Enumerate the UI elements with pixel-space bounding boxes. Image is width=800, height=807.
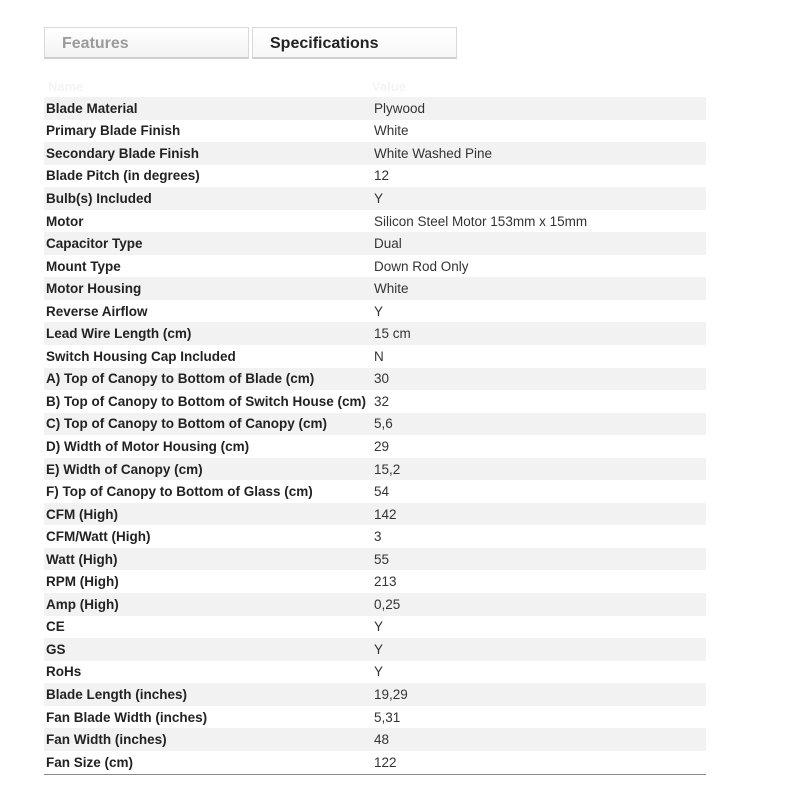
table-row <box>44 458 706 481</box>
spec-value: Y <box>372 187 706 210</box>
spec-value: Plywood <box>372 97 706 120</box>
table-row <box>44 300 706 323</box>
spec-name: C) Top of Canopy to Bottom of Canopy (cm) <box>44 413 372 436</box>
spec-value: Y <box>372 638 706 661</box>
spec-name: Capacitor Type <box>44 232 372 255</box>
spec-name: Switch Housing Cap Included <box>44 345 372 368</box>
spec-name: A) Top of Canopy to Bottom of Blade (cm) <box>44 368 372 391</box>
table-row <box>44 638 706 661</box>
spec-value: 5,6 <box>372 413 706 436</box>
table-row <box>44 683 706 706</box>
spec-value: 15 cm <box>372 322 706 345</box>
table-row <box>44 570 706 593</box>
table-header <box>44 75 706 97</box>
spec-value: 12 <box>372 165 706 188</box>
spec-value: 55 <box>372 548 706 571</box>
table-body <box>44 97 706 773</box>
spec-name: Fan Size (cm) <box>44 751 372 774</box>
spec-name: Secondary Blade Finish <box>44 142 372 165</box>
tab-specifications[interactable]: Specifications <box>252 27 457 59</box>
spec-name: B) Top of Canopy to Bottom of Switch House (cm) <box>44 390 372 413</box>
table-row <box>44 480 706 503</box>
spec-name: GS <box>44 638 372 661</box>
spec-name: Primary Blade Finish <box>44 120 372 143</box>
spec-name: Blade Material <box>44 97 372 120</box>
header-name: Name <box>48 79 84 94</box>
table-row <box>44 503 706 526</box>
specifications-table <box>44 75 706 775</box>
spec-name: Reverse Airflow <box>44 300 372 323</box>
table-row <box>44 751 706 774</box>
spec-value: 54 <box>372 480 706 503</box>
table-row <box>44 187 706 210</box>
table-row <box>44 728 706 751</box>
spec-name: D) Width of Motor Housing (cm) <box>44 435 372 458</box>
spec-value: 15,2 <box>372 458 706 481</box>
spec-value: Dual <box>372 232 706 255</box>
spec-value: 0,25 <box>372 593 706 616</box>
spec-value: 48 <box>372 728 706 751</box>
spec-name: Motor <box>44 210 372 233</box>
spec-value: 30 <box>372 368 706 391</box>
spec-name: Fan Blade Width (inches) <box>44 706 372 729</box>
spec-value: N <box>372 345 706 368</box>
spec-name: F) Top of Canopy to Bottom of Glass (cm) <box>44 480 372 503</box>
spec-name: RoHs <box>44 661 372 684</box>
table-row <box>44 525 706 548</box>
table-row <box>44 616 706 639</box>
spec-name: Motor Housing <box>44 277 372 300</box>
table-row <box>44 277 706 300</box>
table-row <box>44 255 706 278</box>
table-row <box>44 368 706 391</box>
spec-name: Blade Pitch (in degrees) <box>44 165 372 188</box>
spec-name: Amp (High) <box>44 593 372 616</box>
table-row <box>44 593 706 616</box>
spec-name: Watt (High) <box>44 548 372 571</box>
table-row <box>44 322 706 345</box>
header-value: Value <box>372 79 406 94</box>
spec-value: Silicon Steel Motor 153mm x 15mm <box>372 210 706 233</box>
table-bottom-divider <box>44 774 706 775</box>
spec-value: 213 <box>372 570 706 593</box>
spec-value: Y <box>372 616 706 639</box>
table-row <box>44 97 706 120</box>
spec-value: Down Rod Only <box>372 255 706 278</box>
table-row <box>44 345 706 368</box>
spec-value: 122 <box>372 751 706 774</box>
spec-value: 32 <box>372 390 706 413</box>
table-row <box>44 661 706 684</box>
table-row <box>44 210 706 233</box>
table-row <box>44 413 706 436</box>
spec-value: White <box>372 277 706 300</box>
tab-features[interactable]: Features <box>44 27 249 59</box>
table-row <box>44 120 706 143</box>
spec-name: E) Width of Canopy (cm) <box>44 458 372 481</box>
spec-value: 29 <box>372 435 706 458</box>
spec-name: Fan Width (inches) <box>44 728 372 751</box>
table-row <box>44 232 706 255</box>
spec-name: Blade Length (inches) <box>44 683 372 706</box>
table-row <box>44 548 706 571</box>
table-row <box>44 390 706 413</box>
spec-value: 142 <box>372 503 706 526</box>
spec-value: Y <box>372 300 706 323</box>
table-row <box>44 706 706 729</box>
table-row <box>44 165 706 188</box>
spec-value: 5,31 <box>372 706 706 729</box>
spec-name: CFM (High) <box>44 503 372 526</box>
table-row <box>44 142 706 165</box>
spec-name: RPM (High) <box>44 570 372 593</box>
spec-value: Y <box>372 661 706 684</box>
table-row <box>44 435 706 458</box>
spec-value: 3 <box>372 525 706 548</box>
spec-value: White Washed Pine <box>372 142 706 165</box>
spec-name: Bulb(s) Included <box>44 187 372 210</box>
spec-value: White <box>372 120 706 143</box>
spec-name: CE <box>44 616 372 639</box>
spec-name: CFM/Watt (High) <box>44 525 372 548</box>
spec-value: 19,29 <box>372 683 706 706</box>
spec-name: Lead Wire Length (cm) <box>44 322 372 345</box>
spec-name: Mount Type <box>44 255 372 278</box>
